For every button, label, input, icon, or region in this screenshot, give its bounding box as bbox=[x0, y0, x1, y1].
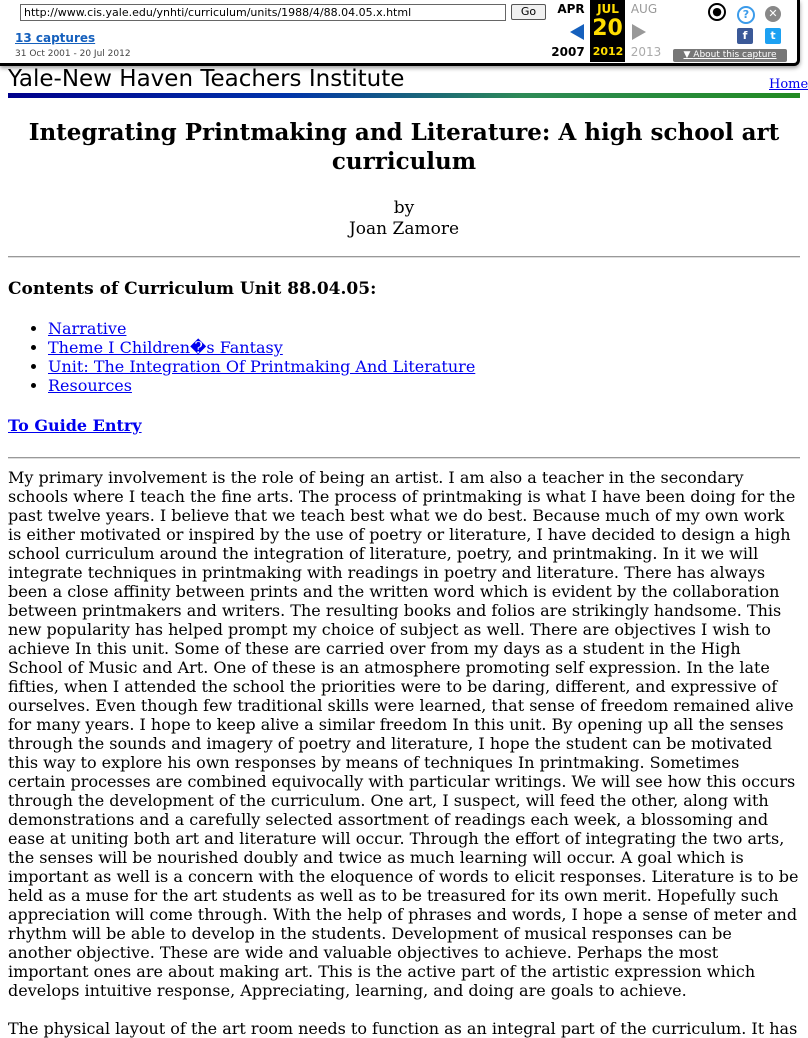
prev-year[interactable]: 2007 bbox=[551, 45, 585, 59]
user-icon[interactable]: ● bbox=[708, 3, 726, 21]
header-gradient-rule bbox=[8, 93, 800, 98]
contents-list bbox=[8, 319, 800, 395]
prev-capture-arrow-icon[interactable] bbox=[570, 24, 584, 40]
contents-link-unit[interactable]: Unit: The Integration Of Printmaking And Literature bbox=[48, 357, 476, 376]
contents-link-resources[interactable]: Resources bbox=[48, 376, 132, 395]
help-icon[interactable]: ? bbox=[737, 6, 755, 24]
go-button[interactable]: Go bbox=[511, 4, 546, 20]
contents-link-narrative[interactable]: Narrative bbox=[48, 319, 127, 338]
page-title: Integrating Printmaking and Literature: A high school art curriculum bbox=[28, 119, 780, 175]
twitter-icon[interactable]: t bbox=[765, 28, 781, 44]
by-label: by bbox=[393, 198, 415, 218]
author-name: Joan Zamore bbox=[348, 219, 460, 239]
divider bbox=[8, 256, 800, 258]
current-month: JUL bbox=[597, 2, 619, 16]
wayback-url-input[interactable]: http://www.cis.yale.edu/ynhti/curriculum/units/1988/4/88.04.05.x.html bbox=[20, 4, 506, 21]
about-capture-button[interactable]: ▼ About this capture bbox=[673, 49, 787, 62]
capture-range: 31 Oct 2001 - 20 Jul 2012 bbox=[15, 49, 131, 59]
next-year: 2013 bbox=[630, 45, 662, 59]
list-item bbox=[48, 319, 800, 338]
close-icon[interactable]: ✕ bbox=[765, 6, 781, 22]
contents-link-theme-i[interactable]: Theme I Children�s Fantasy bbox=[48, 338, 283, 357]
wayback-toolbar bbox=[0, 0, 800, 66]
about-capture-label: About this capture bbox=[693, 50, 777, 60]
next-month: AUG bbox=[630, 2, 658, 16]
current-day: 20 bbox=[592, 16, 623, 41]
prev-month[interactable]: APR bbox=[557, 2, 585, 16]
current-year: 2012 bbox=[592, 45, 624, 58]
byline bbox=[8, 198, 800, 240]
site-title: Yale-New Haven Teachers Institute bbox=[8, 66, 405, 92]
list-item bbox=[48, 376, 800, 395]
narrative-paragraph: My primary involvement is the role of being an artist. I am also a teacher in the secondary schools where I teach the fine arts. The process of printmaking is what I have been doing for the past twelve years. I believe that we teach best what we do best. Because much of my own work is either motivated or inspired by the use of poetry or literature, I have decided to design a high school curriculum around the integration of literature, poetry, and printmaking. In it we will integrate techniques in printmaking with readings in poetry and literature. There has always been a close affinity between prints and the written word which is evident by the collaboration between printmakers and writers. The resulting books and folios are strikingly handsome. This new popularity has helped prompt my choice of subject as well. There are objectives I wish to achieve In this unit. Some of these are carried over from my days as a student in the High School of Music and Art. One of these is an atmosphere promoting self expression. In the late fifties, when I attended the school the priorities were to be daring, different, and expressive of ourselves. Even though few traditional skills were learned, that sense of freedom remained alive for many years. I hope to keep alive a similar freedom In this unit. By opening up all the senses through the sounds and imagery of poetry and literature, I hope the student can be motivated this way to explore his own responses by means of techniques In printmaking. Sometimes certain processes are combined equivocally with particular writings. We will see how this occurs through the development of the curriculum. One art, I suspect, will feed the other, along with demonstrations and a carefully selected assortment of readings each week, a blossoming and ease at uniting both art and literature will occur. Through the effort of integrating the two arts, the senses will be nourished doubly and twice as much learning will occur. A goal which is important as well is a concern with the eloquence of words to elicit responses. Literature is to be held as a muse for the art students as well as to be treasured for its own merit. Hopefully such appreciation will come through. With the help of phrases and words, I hope a sense of meter and rhythm will be able to develop in the students. Development of musical responses can be another objective. These are wide and valuable objectives to achieve. Perhaps the most important ones are about making art. This is the active part of the artistic expression which develops intuitive response, Appreciating, learning, and doing are goals to achieve. bbox=[8, 468, 799, 1000]
facebook-icon[interactable]: f bbox=[737, 28, 753, 44]
guide-entry-link[interactable]: To Guide Entry bbox=[8, 416, 142, 435]
narrative-paragraph: The physical layout of the art room needs to function as an integral part of the curriculum. It has bbox=[8, 1019, 798, 1038]
main-content bbox=[8, 118, 800, 1038]
list-item bbox=[48, 338, 800, 357]
contents-heading: Contents of Curriculum Unit 88.04.05: bbox=[8, 279, 377, 299]
captures-link[interactable]: 13 captures bbox=[15, 31, 96, 45]
guide-entry-wrapper bbox=[8, 415, 800, 436]
next-capture-arrow-icon bbox=[632, 24, 646, 40]
home-link[interactable]: Home bbox=[769, 77, 808, 92]
divider bbox=[8, 457, 800, 459]
list-item bbox=[48, 357, 800, 376]
